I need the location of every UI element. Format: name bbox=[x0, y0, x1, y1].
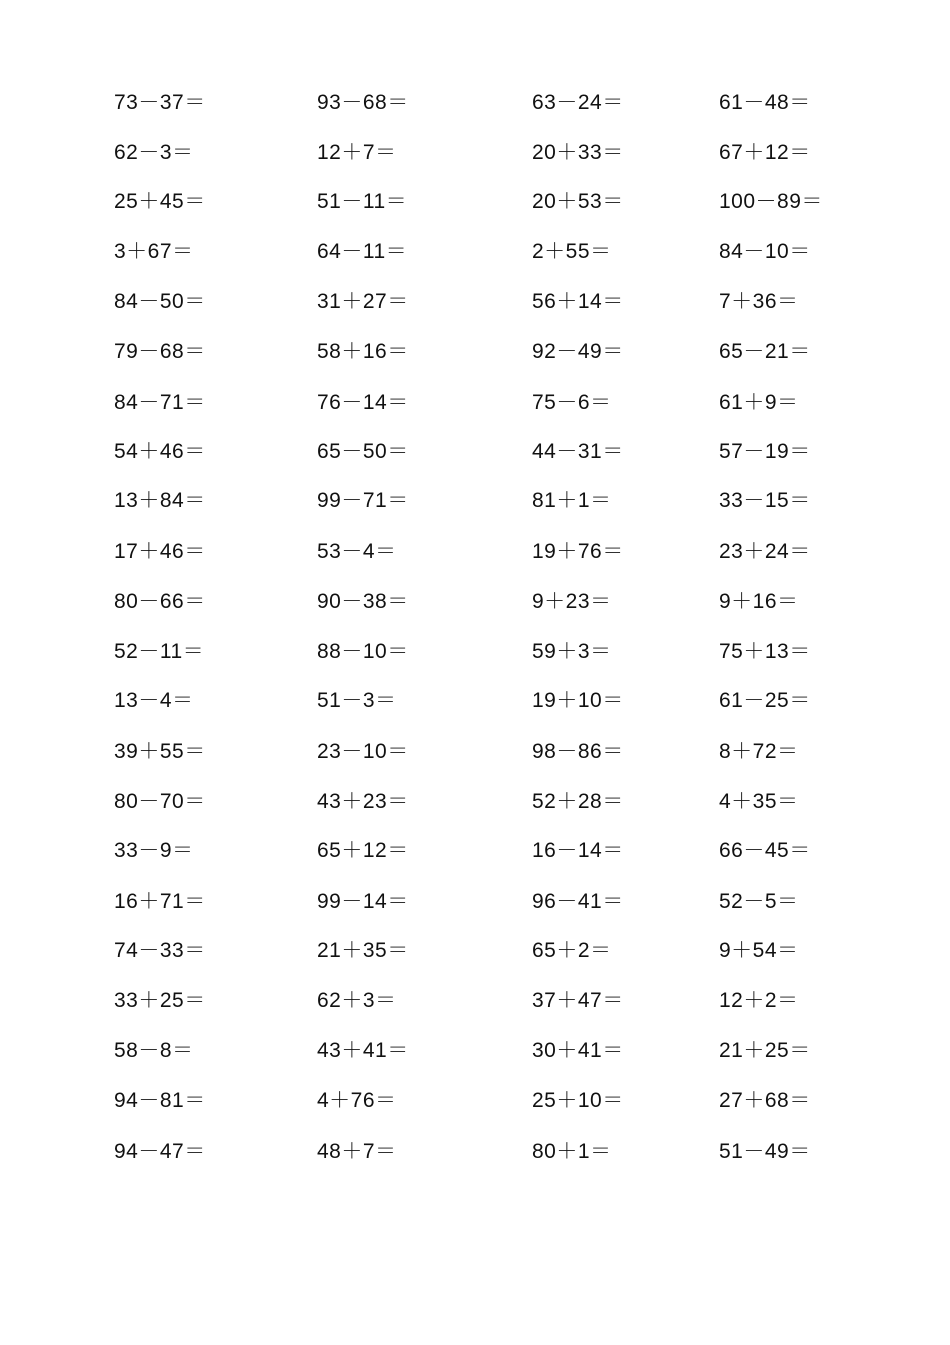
problem: 58－8＝ bbox=[114, 1039, 194, 1062]
problem: 19＋10＝ bbox=[532, 689, 624, 712]
problem: 99－71＝ bbox=[317, 489, 409, 512]
problem: 56＋14＝ bbox=[532, 290, 624, 313]
problem: 53－4＝ bbox=[317, 540, 397, 563]
problem: 52－5＝ bbox=[719, 890, 799, 913]
problem: 21＋25＝ bbox=[719, 1039, 811, 1062]
problem: 75－6＝ bbox=[532, 391, 612, 414]
problem: 58＋16＝ bbox=[317, 340, 409, 363]
problem: 80－70＝ bbox=[114, 790, 206, 813]
problem: 96－41＝ bbox=[532, 890, 624, 913]
problem: 94－81＝ bbox=[114, 1089, 206, 1112]
problem: 25＋45＝ bbox=[114, 190, 206, 213]
problem-row bbox=[0, 737, 950, 767]
problem: 74－33＝ bbox=[114, 939, 206, 962]
problem: 33＋25＝ bbox=[114, 989, 206, 1012]
problem: 9＋23＝ bbox=[532, 590, 612, 613]
problem: 9＋16＝ bbox=[719, 590, 799, 613]
problem: 93－68＝ bbox=[317, 91, 409, 114]
problem-row bbox=[0, 1086, 950, 1116]
problem: 16－14＝ bbox=[532, 839, 624, 862]
problem: 33－15＝ bbox=[719, 489, 811, 512]
problem: 13－4＝ bbox=[114, 689, 194, 712]
problem: 65－21＝ bbox=[719, 340, 811, 363]
problem: 59＋3＝ bbox=[532, 640, 612, 663]
problem: 20＋53＝ bbox=[532, 190, 624, 213]
problem: 73－37＝ bbox=[114, 91, 206, 114]
problem: 75＋13＝ bbox=[719, 640, 811, 663]
problem: 3＋67＝ bbox=[114, 240, 194, 263]
problem: 80＋1＝ bbox=[532, 1140, 612, 1163]
problem: 19＋76＝ bbox=[532, 540, 624, 563]
problem: 65－50＝ bbox=[317, 440, 409, 463]
problem: 31＋27＝ bbox=[317, 290, 409, 313]
problem: 20＋33＝ bbox=[532, 141, 624, 164]
problem: 25＋10＝ bbox=[532, 1089, 624, 1112]
problem: 13＋84＝ bbox=[114, 489, 206, 512]
problem: 51－49＝ bbox=[719, 1140, 811, 1163]
problem: 62－3＝ bbox=[114, 141, 194, 164]
problem-row bbox=[0, 287, 950, 317]
problem: 62＋3＝ bbox=[317, 989, 397, 1012]
problem: 30＋41＝ bbox=[532, 1039, 624, 1062]
problem: 84－10＝ bbox=[719, 240, 811, 263]
problem-row bbox=[0, 437, 950, 467]
problem: 33－9＝ bbox=[114, 839, 194, 862]
problem: 9＋54＝ bbox=[719, 939, 799, 962]
problem: 61－25＝ bbox=[719, 689, 811, 712]
problem: 94－47＝ bbox=[114, 1140, 206, 1163]
problem: 57－19＝ bbox=[719, 440, 811, 463]
problem: 92－49＝ bbox=[532, 340, 624, 363]
problem-row bbox=[0, 686, 950, 716]
problem: 37＋47＝ bbox=[532, 989, 624, 1012]
problem: 52＋28＝ bbox=[532, 790, 624, 813]
problem: 98－86＝ bbox=[532, 740, 624, 763]
problem: 12＋7＝ bbox=[317, 141, 397, 164]
problem: 48＋7＝ bbox=[317, 1140, 397, 1163]
problem: 65＋12＝ bbox=[317, 839, 409, 862]
problem: 61＋9＝ bbox=[719, 391, 799, 414]
problem: 12＋2＝ bbox=[719, 989, 799, 1012]
problem-row bbox=[0, 936, 950, 966]
problem-row bbox=[0, 486, 950, 516]
problem: 90－38＝ bbox=[317, 590, 409, 613]
problem-row bbox=[0, 836, 950, 866]
problem: 43＋23＝ bbox=[317, 790, 409, 813]
problem: 23＋24＝ bbox=[719, 540, 811, 563]
problem: 79－68＝ bbox=[114, 340, 206, 363]
problem: 63－24＝ bbox=[532, 91, 624, 114]
problem: 16＋71＝ bbox=[114, 890, 206, 913]
problem: 21＋35＝ bbox=[317, 939, 409, 962]
problem: 88－10＝ bbox=[317, 640, 409, 663]
problem: 7＋36＝ bbox=[719, 290, 799, 313]
problem-row bbox=[0, 986, 950, 1016]
problem: 4＋76＝ bbox=[317, 1089, 397, 1112]
problem: 54＋46＝ bbox=[114, 440, 206, 463]
problem: 66－45＝ bbox=[719, 839, 811, 862]
problem: 67＋12＝ bbox=[719, 141, 811, 164]
problem-row bbox=[0, 537, 950, 567]
problem: 100－89＝ bbox=[719, 190, 823, 213]
problem: 65＋2＝ bbox=[532, 939, 612, 962]
problem-row bbox=[0, 1036, 950, 1066]
problem-row bbox=[0, 187, 950, 217]
problem: 76－14＝ bbox=[317, 391, 409, 414]
problem: 64－11＝ bbox=[317, 240, 408, 263]
problem: 99－14＝ bbox=[317, 890, 409, 913]
problem-row bbox=[0, 237, 950, 267]
problem-row bbox=[0, 587, 950, 617]
problem: 81＋1＝ bbox=[532, 489, 612, 512]
problem: 44－31＝ bbox=[532, 440, 624, 463]
problem: 84－50＝ bbox=[114, 290, 206, 313]
problem: 39＋55＝ bbox=[114, 740, 206, 763]
problem-row bbox=[0, 637, 950, 667]
problem: 84－71＝ bbox=[114, 391, 206, 414]
problem: 52－11＝ bbox=[114, 640, 205, 663]
problem-row bbox=[0, 1137, 950, 1167]
problem-row bbox=[0, 138, 950, 168]
problem: 61－48＝ bbox=[719, 91, 811, 114]
problem: 17＋46＝ bbox=[114, 540, 206, 563]
problem: 51－3＝ bbox=[317, 689, 397, 712]
problem: 51－11＝ bbox=[317, 190, 408, 213]
problem: 8＋72＝ bbox=[719, 740, 799, 763]
problem-row bbox=[0, 787, 950, 817]
problem: 2＋55＝ bbox=[532, 240, 612, 263]
problem: 4＋35＝ bbox=[719, 790, 799, 813]
problem: 80－66＝ bbox=[114, 590, 206, 613]
problem: 27＋68＝ bbox=[719, 1089, 811, 1112]
problem-row bbox=[0, 887, 950, 917]
problem: 23－10＝ bbox=[317, 740, 409, 763]
problem-row bbox=[0, 88, 950, 118]
problem-row bbox=[0, 388, 950, 418]
problem: 43＋41＝ bbox=[317, 1039, 409, 1062]
problem-row bbox=[0, 337, 950, 367]
